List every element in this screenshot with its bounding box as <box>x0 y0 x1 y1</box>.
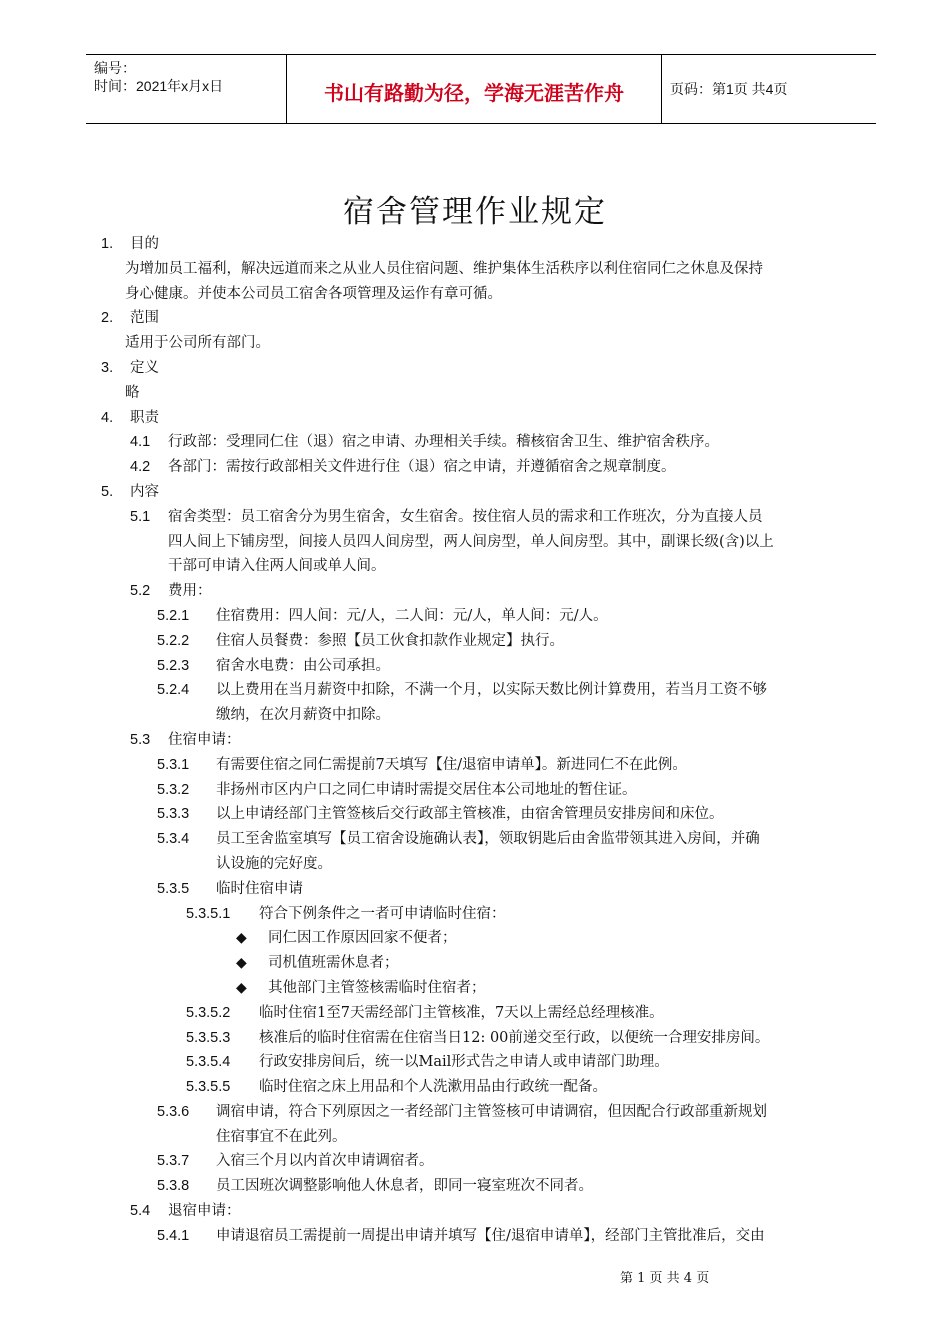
clause-text: 住宿申请： <box>168 731 241 748</box>
clause-item <box>0 579 950 604</box>
clause-item <box>0 455 950 480</box>
clause-text: 范围 <box>130 310 159 327</box>
document-number-label: 编号： <box>94 60 136 76</box>
clause-continuation <box>0 703 950 728</box>
bullet-item <box>0 951 950 976</box>
section-heading <box>0 356 950 381</box>
clause-text: 四人间上下铺房型，间接人员四人间房型，两人间房型，单人间房型。其中，副课长级(含)以上 <box>168 533 774 550</box>
clause-number: 5.3.5.4 <box>186 1054 231 1071</box>
clause-text: 以上申请经部门主管签核后交行政部主管核准，由宿舍管理员安排房间和床位。 <box>216 806 724 823</box>
clause-item <box>0 1149 950 1174</box>
clause-number: 5.2.3 <box>157 657 190 674</box>
clause-number: 5.3 <box>130 731 151 748</box>
clause-text: 费用： <box>168 583 212 600</box>
header-left-cell <box>86 55 286 123</box>
clause-number: 5.4.1 <box>157 1227 190 1244</box>
clause-item <box>0 1100 950 1125</box>
clause-item <box>0 1026 950 1051</box>
clause-item <box>0 629 950 654</box>
clause-number: 5.3.5.2 <box>186 1004 231 1021</box>
clause-number: 5.2 <box>130 583 151 600</box>
clause-item <box>0 1174 950 1199</box>
clause-text: 各部门：需按行政部相关文件进行住（退）宿之申请，并遵循宿舍之规章制度。 <box>168 459 676 476</box>
clause-text: 申请退宿员工需提前一周提出申请并填写【住/退宿申请单】，经部门主管批准后，交由 <box>216 1227 765 1244</box>
page-header <box>86 54 876 124</box>
clause-text: 临时住宿之床上用品和个人洗漱用品由行政统一配备。 <box>259 1079 607 1096</box>
bullet-item <box>0 926 950 951</box>
clause-continuation <box>0 554 950 579</box>
clause-item <box>0 753 950 778</box>
page-number-info: 页码：第1页 共4页 <box>670 81 788 97</box>
clause-number: 5.2.4 <box>157 682 190 699</box>
clause-text: 员工至舍监室填写【员工宿舍设施确认表】，领取钥匙后由舍监带领其进入房间，并确 <box>216 831 760 848</box>
clause-number: 5.3.5.1 <box>186 905 231 922</box>
clause-item <box>0 827 950 852</box>
bullet-icon: ◆ <box>236 930 247 947</box>
clause-item <box>0 902 950 927</box>
clause-text: 行政部：受理同仁住（退）宿之申请、办理相关手续。稽核宿舍卫生、维护宿舍秩序。 <box>168 434 719 451</box>
clause-item <box>0 778 950 803</box>
clause-number: 4.2 <box>130 459 151 476</box>
section-body-line <box>0 331 950 356</box>
clause-text: 入宿三个月以内首次申请调宿者。 <box>216 1153 434 1170</box>
document-body <box>0 232 950 1249</box>
clause-number: 5.3.1 <box>157 756 190 773</box>
clause-number: 3. <box>101 359 114 376</box>
clause-text: 临时住宿申请 <box>216 880 303 897</box>
header-page-cell <box>660 55 876 123</box>
clause-item <box>0 678 950 703</box>
clause-text: 有需要住宿之同仁需提前7天填写【住/退宿申请单】。新进同仁不在此例。 <box>216 756 687 773</box>
clause-item <box>0 505 950 530</box>
clause-text: 内容 <box>130 483 159 500</box>
clause-text: 目的 <box>130 236 159 252</box>
clause-item <box>0 728 950 753</box>
clause-text: 以上费用在当月薪资中扣除，不满一个月，以实际天数比例计算费用，若当月工资不够 <box>216 682 767 699</box>
clause-text: 行政安排房间后，统一以Mail形式告之申请人或申请部门助理。 <box>259 1054 669 1071</box>
clause-continuation <box>0 852 950 877</box>
clause-text: 调宿申请，符合下列原因之一者经部门主管签核可申请调宿，但因配合行政部重新规划 <box>216 1103 767 1120</box>
clause-text: 临时住宿1至7天需经部门主管核准，7天以上需经总经理核准。 <box>259 1004 664 1021</box>
clause-item <box>0 1199 950 1224</box>
clause-text: 宿舍类型：员工宿舍分为男生宿舍，女生宿舍。按住宿人员的需求和工作班次，分为直接人员 <box>168 508 763 525</box>
clause-text: 认设施的完好度。 <box>216 855 332 872</box>
clause-continuation <box>0 530 950 555</box>
header-motto-cell <box>286 55 662 123</box>
clause-number: 5.2.2 <box>157 632 190 649</box>
clause-text: 缴纳，在次月薪资中扣除。 <box>216 707 390 724</box>
clause-text: 略 <box>125 384 140 401</box>
clause-text: 退宿申请： <box>168 1203 241 1220</box>
clause-text: 为增加员工福利，解决远道而来之从业人员住宿问题、维护集体生活秩序以利住宿同仁之休息及保持 <box>125 260 763 277</box>
clause-number: 5. <box>101 483 114 500</box>
clause-text: 其他部门主管签核需临时住宿者； <box>268 979 486 996</box>
clause-item <box>0 654 950 679</box>
clause-text: 干部可申请入住两人间或单人间。 <box>168 558 386 575</box>
clause-text: 定义 <box>130 359 159 376</box>
clause-text: 核准后的临时住宿需在住宿当日12: 00前递交至行政，以便统一合理安排房间。 <box>259 1029 770 1046</box>
section-heading <box>0 232 950 257</box>
clause-item <box>0 1224 950 1249</box>
clause-text: 员工因班次调整影响他人休息者，即同一寝室班次不同者。 <box>216 1178 593 1195</box>
clause-number: 4. <box>101 409 114 426</box>
motto-text: 书山有路勤为径，学海无涯苦作舟 <box>324 81 624 105</box>
section-heading <box>0 406 950 431</box>
section-body-line <box>0 381 950 406</box>
clause-continuation <box>0 1125 950 1150</box>
bullet-item <box>0 976 950 1001</box>
clause-item <box>0 604 950 629</box>
page-footer: 第 1 页 共 4 页 <box>620 1271 710 1286</box>
clause-number: 1. <box>101 236 114 252</box>
clause-item <box>0 802 950 827</box>
bullet-icon: ◆ <box>236 955 247 972</box>
clause-text: 住宿事宜不在此列。 <box>216 1128 347 1145</box>
clause-number: 5.3.3 <box>157 806 190 823</box>
clause-number: 5.2.1 <box>157 607 190 624</box>
clause-number: 5.3.5.5 <box>186 1079 231 1096</box>
clause-item <box>0 877 950 902</box>
clause-number: 5.3.6 <box>157 1103 190 1120</box>
document-title: 宿舍管理作业规定 <box>343 194 607 230</box>
clause-number: 2. <box>101 310 114 327</box>
clause-number: 5.3.8 <box>157 1178 190 1195</box>
clause-number: 5.4 <box>130 1203 151 1220</box>
clause-number: 5.3.2 <box>157 781 190 798</box>
clause-text: 住宿费用：四人间：元/人，二人间：元/人，单人间：元/人。 <box>216 607 608 624</box>
clause-text: 身心健康。并使本公司员工宿舍各项管理及运作有章可循。 <box>125 285 502 302</box>
clause-item <box>0 430 950 455</box>
clause-text: 住宿人员餐费：参照【员工伙食扣款作业规定】执行。 <box>216 632 564 649</box>
clause-text: 非扬州市区内户口之同仁申请时需提交居住本公司地址的暂住证。 <box>216 781 637 798</box>
clause-item <box>0 1001 950 1026</box>
section-heading <box>0 480 950 505</box>
clause-text: 符合下例条件之一者可申请临时住宿： <box>259 905 506 922</box>
clause-text: 同仁因工作原因回家不便者； <box>268 930 457 947</box>
clause-number: 5.1 <box>130 508 151 525</box>
clause-text: 职责 <box>130 409 159 426</box>
bullet-icon: ◆ <box>236 979 247 996</box>
clause-number: 5.3.5 <box>157 880 190 897</box>
clause-text: 适用于公司所有部门。 <box>125 335 270 352</box>
clause-item <box>0 1050 950 1075</box>
clause-number: 5.3.7 <box>157 1153 190 1170</box>
clause-text: 宿舍水电费：由公司承担。 <box>216 657 390 674</box>
clause-item <box>0 1075 950 1100</box>
clause-number: 5.3.4 <box>157 831 190 848</box>
clause-number: 5.3.5.3 <box>186 1029 231 1046</box>
clause-text: 司机值班需休息者； <box>268 955 399 972</box>
section-body-line <box>0 257 950 282</box>
section-body-line <box>0 282 950 307</box>
clause-number: 4.1 <box>130 434 151 451</box>
section-heading <box>0 306 950 331</box>
document-date: 时间：2021年x月x日 <box>94 78 224 94</box>
